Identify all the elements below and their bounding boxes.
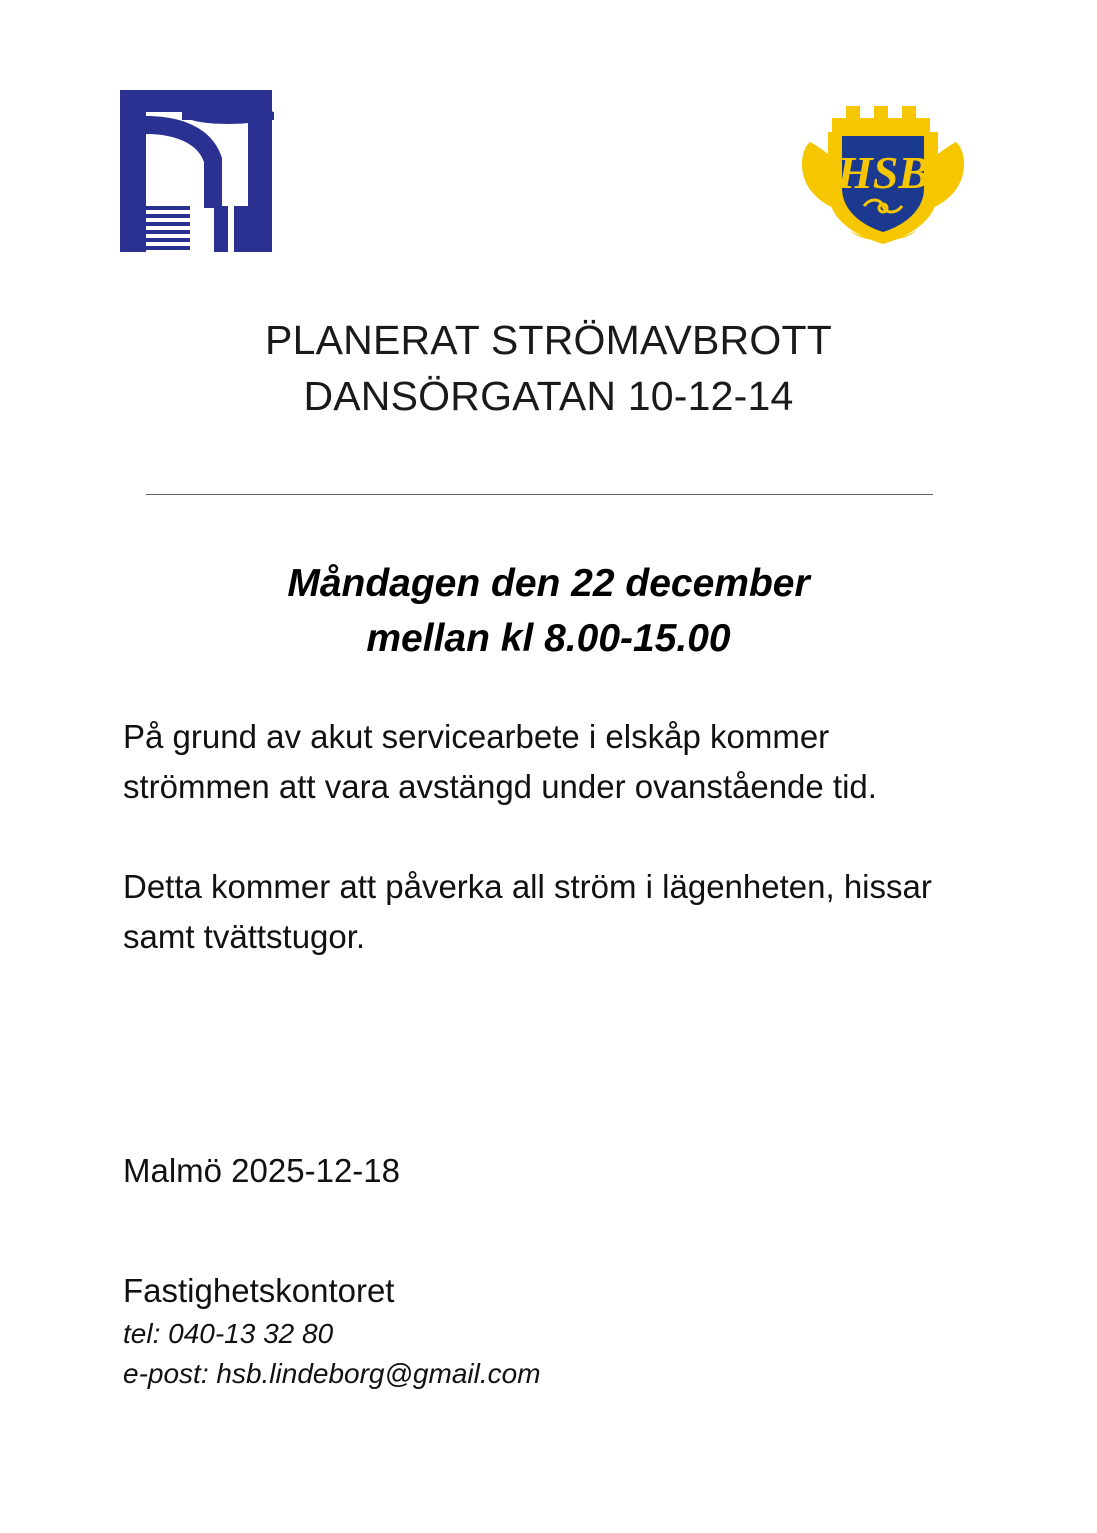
signature-phone: tel: 040-13 32 80 <box>123 1318 334 1349</box>
title-divider <box>146 494 933 495</box>
outage-hours: mellan kl 8.00-15.00 <box>366 617 731 660</box>
hsb-logo-text: HSB <box>836 147 930 198</box>
outage-time-block <box>0 556 1097 666</box>
logo-row <box>0 80 1097 270</box>
page-title <box>0 312 1097 424</box>
title-line-2: DANSÖRGATAN 10-12-14 <box>303 373 794 419</box>
body-paragraph-2: Detta kommer att påverka all ström i lägenheten, hissar samt tvättstugor. <box>123 868 932 955</box>
hsb-logo <box>798 80 968 250</box>
body-paragraph-1: På grund av akut servicearbete i elskåp kommer strömmen att vara avstängd under ovanstående tid. <box>123 718 877 805</box>
signature-email: e-post: hsb.lindeborg@gmail.com <box>123 1358 541 1389</box>
title-line-1: PLANERAT STRÖMAVBROTT <box>265 317 832 363</box>
signature-block <box>123 1268 983 1394</box>
signature-name: Fastighetskontoret <box>123 1272 395 1309</box>
fastighetskontoret-building-logo <box>118 88 274 254</box>
body-text <box>123 712 953 962</box>
outage-date: Måndagen den 22 december <box>287 562 810 605</box>
place-date: Malmö 2025-12-18 <box>123 1152 400 1189</box>
